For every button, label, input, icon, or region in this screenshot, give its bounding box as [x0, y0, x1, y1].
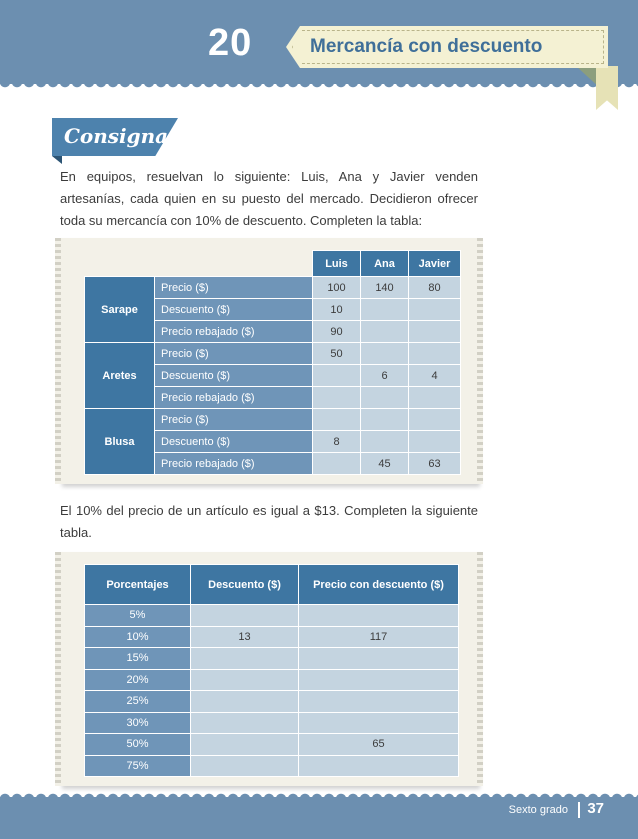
value-cell[interactable]: 45	[361, 453, 409, 475]
row-label: Precio rebajado ($)	[155, 321, 313, 343]
percent-cell: 5%	[85, 605, 191, 627]
row-label: Descuento ($)	[155, 431, 313, 453]
sales-table	[84, 250, 461, 475]
discount-cell[interactable]: 13	[191, 626, 299, 648]
table2-card	[60, 552, 478, 786]
column-header-precio: Precio con descuento ($)	[299, 565, 459, 605]
ribbon-tail	[596, 66, 618, 110]
value-cell[interactable]	[409, 431, 461, 453]
value-cell[interactable]	[409, 321, 461, 343]
price-cell[interactable]	[299, 669, 459, 691]
price-cell[interactable]	[299, 648, 459, 670]
value-cell[interactable]: 50	[313, 343, 361, 365]
table1-card	[60, 238, 478, 484]
table-row	[85, 669, 459, 691]
column-header-descuento: Descuento ($)	[191, 565, 299, 605]
price-cell[interactable]	[299, 691, 459, 713]
discount-cell[interactable]	[191, 605, 299, 627]
value-cell[interactable]	[409, 409, 461, 431]
price-cell[interactable]: 65	[299, 734, 459, 756]
value-cell[interactable]: 80	[409, 277, 461, 299]
table-row	[85, 734, 459, 756]
row-label: Precio ($)	[155, 343, 313, 365]
table-row	[85, 605, 459, 627]
value-cell[interactable]: 4	[409, 365, 461, 387]
price-cell[interactable]	[299, 712, 459, 734]
discount-table-header-row	[85, 565, 459, 605]
percent-cell: 75%	[85, 755, 191, 777]
value-cell[interactable]: 100	[313, 277, 361, 299]
discount-table	[84, 564, 459, 777]
percent-cell: 15%	[85, 648, 191, 670]
price-cell[interactable]	[299, 755, 459, 777]
table-row	[85, 712, 459, 734]
consigna-tag-fold	[52, 156, 62, 164]
value-cell[interactable]	[313, 365, 361, 387]
column-header-porcentajes: Porcentajes	[85, 565, 191, 605]
discount-cell[interactable]	[191, 691, 299, 713]
value-cell[interactable]: 63	[409, 453, 461, 475]
table-row	[85, 343, 461, 365]
percent-cell: 10%	[85, 626, 191, 648]
row-label: Precio ($)	[155, 277, 313, 299]
table-row	[85, 648, 459, 670]
discount-cell[interactable]	[191, 712, 299, 734]
value-cell[interactable]	[361, 321, 409, 343]
value-cell[interactable]	[313, 453, 361, 475]
instructions-paragraph-2: El 10% del precio de un artículo es igual a $13. Completen la siguiente tabla.	[60, 503, 478, 540]
footer-grade: Sexto grado	[508, 804, 568, 816]
sales-table-corner	[85, 251, 313, 277]
value-cell[interactable]: 10	[313, 299, 361, 321]
value-cell[interactable]	[409, 299, 461, 321]
value-cell[interactable]	[313, 409, 361, 431]
table-row	[85, 691, 459, 713]
group-label-blusa: Blusa	[85, 409, 155, 475]
row-label: Descuento ($)	[155, 365, 313, 387]
value-cell[interactable]: 6	[361, 365, 409, 387]
row-label: Precio ($)	[155, 409, 313, 431]
value-cell[interactable]	[409, 343, 461, 365]
lesson-title: Mercancía con descuento	[310, 36, 543, 57]
sales-table-header-row	[85, 251, 461, 277]
value-cell[interactable]	[361, 431, 409, 453]
value-cell[interactable]: 140	[361, 277, 409, 299]
table-row	[85, 409, 461, 431]
value-cell[interactable]	[361, 409, 409, 431]
title-ribbon	[286, 26, 608, 68]
price-cell[interactable]: 117	[299, 626, 459, 648]
table-row	[85, 755, 459, 777]
value-cell[interactable]	[313, 387, 361, 409]
column-header-ana: Ana	[361, 251, 409, 277]
percent-cell: 20%	[85, 669, 191, 691]
row-label: Descuento ($)	[155, 299, 313, 321]
percent-cell: 25%	[85, 691, 191, 713]
consigna-label: Consigna 1	[64, 124, 190, 148]
row-label: Precio rebajado ($)	[155, 453, 313, 475]
value-cell[interactable]: 8	[313, 431, 361, 453]
value-cell[interactable]: 90	[313, 321, 361, 343]
value-cell[interactable]	[361, 343, 409, 365]
discount-cell[interactable]	[191, 648, 299, 670]
percent-cell: 50%	[85, 734, 191, 756]
page-number: 37	[587, 800, 604, 817]
table-row	[85, 626, 459, 648]
value-cell[interactable]	[409, 387, 461, 409]
lesson-number: 20	[208, 22, 253, 64]
table-row	[85, 277, 461, 299]
discount-cell[interactable]	[191, 669, 299, 691]
value-cell[interactable]	[361, 299, 409, 321]
row-label: Precio rebajado ($)	[155, 387, 313, 409]
value-cell[interactable]	[361, 387, 409, 409]
instructions-paragraph-1: En equipos, resuelvan lo siguiente: Luis, Ana y Javier venden artesanías, cada quien en su puesto del mercado. Decidieron ofrecer toda su mercancía con 10% de descuento. Completen la tabla:	[60, 169, 478, 228]
column-header-luis: Luis	[313, 251, 361, 277]
group-label-sarape: Sarape	[85, 277, 155, 343]
footer-separator	[578, 802, 580, 818]
price-cell[interactable]	[299, 605, 459, 627]
percent-cell: 30%	[85, 712, 191, 734]
group-label-aretes: Aretes	[85, 343, 155, 409]
column-header-javier: Javier	[409, 251, 461, 277]
discount-cell[interactable]	[191, 734, 299, 756]
discount-cell[interactable]	[191, 755, 299, 777]
